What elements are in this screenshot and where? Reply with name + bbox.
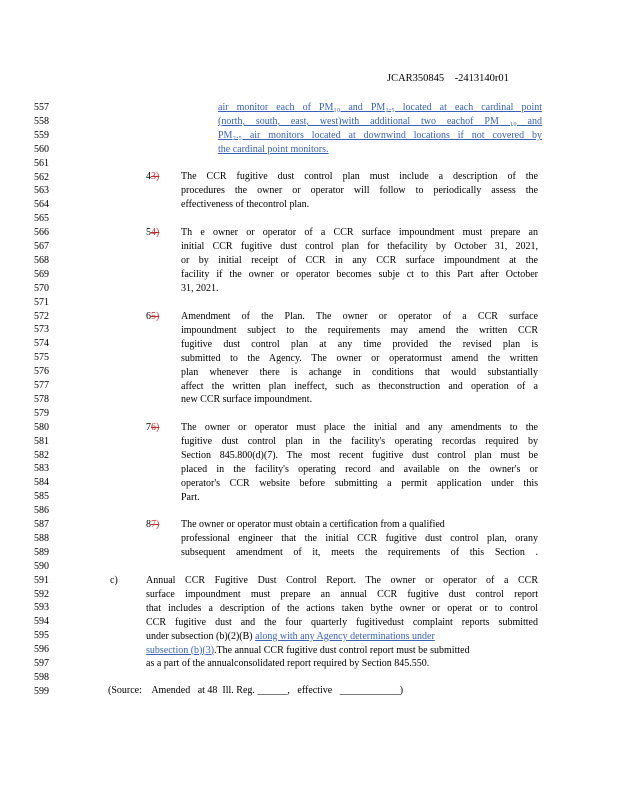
text-line: Annual CCR Fugitive Dust Control Report. The owner or operator of a CCR bbox=[146, 575, 538, 586]
text-line: The owner or operator must place the initial and any amendments to the bbox=[181, 422, 538, 433]
line-number: 585 bbox=[34, 491, 49, 503]
line-number: 562 bbox=[34, 171, 49, 183]
line-number: 572 bbox=[34, 310, 49, 322]
line-number: 564 bbox=[34, 199, 49, 211]
text-line: professional engineer that the initial CCR fugitive dust control plan, orany bbox=[181, 532, 538, 544]
text-line: fugitive dust control plan at any time provided the revised plan is bbox=[181, 338, 538, 350]
line-number: 593 bbox=[34, 602, 49, 614]
item-number: 54) bbox=[146, 227, 160, 238]
line-number: 596 bbox=[34, 644, 49, 656]
text-line: Section 845.800(d)(7). The most recent fugitive dust control plan must be bbox=[181, 449, 538, 461]
line-number: 561 bbox=[34, 157, 49, 169]
text-line: CCR fugitive dust and the four quarterly fugitivedust complaint reports submitted bbox=[146, 616, 538, 628]
jcar-code: JCAR350845 bbox=[387, 73, 445, 84]
text-line: that includes a description of the actions taken bythe owner or operat or to control bbox=[146, 602, 538, 614]
text-line: new CCR surface impoundment. bbox=[181, 394, 313, 406]
line-number: 589 bbox=[34, 546, 49, 558]
paragraph bbox=[146, 574, 538, 671]
line-number: 557 bbox=[34, 102, 49, 113]
line-number: 582 bbox=[34, 449, 49, 461]
text-line: procedures the owner or operator will follow to periodically assess the bbox=[181, 184, 538, 196]
text-line: Amendment of the Plan. The owner or operator of a CCR surface bbox=[181, 311, 538, 322]
text-line: Th e owner or operator of a CCR surface impoundment must prepare an bbox=[181, 227, 538, 238]
item-number: 65) bbox=[146, 311, 160, 322]
text-line: initial CCR fugitive dust control plan for thefacility by October 31, 2021, bbox=[181, 240, 538, 252]
paragraph bbox=[181, 310, 538, 407]
item-number: 43) bbox=[146, 171, 160, 182]
line-number: 588 bbox=[34, 532, 49, 544]
text-line: subsequent amendment of it, meets the requirements of this Section . bbox=[181, 546, 538, 558]
line-number: 566 bbox=[34, 227, 49, 239]
line-number: 591 bbox=[34, 574, 49, 586]
text-line: plan whenever there is achange in conditions that would substantially bbox=[181, 366, 538, 378]
line-number: 581 bbox=[34, 435, 49, 447]
line-number: 599 bbox=[34, 685, 49, 697]
line-number: 569 bbox=[34, 268, 49, 280]
line-number: 559 bbox=[34, 129, 49, 141]
text-line: fugitive dust control plan in the facility's operating recordas required by bbox=[181, 435, 538, 447]
paragraph bbox=[181, 170, 538, 212]
line-number: 579 bbox=[34, 407, 49, 419]
text-line: (north, south, east, west)with additional two eachof PM ₁₀ and bbox=[218, 115, 542, 127]
page-header bbox=[387, 73, 509, 84]
text-line: submitted to the Agency. The owner or operatormust amend the written bbox=[181, 352, 538, 364]
line-number: 578 bbox=[34, 393, 49, 405]
line-number: 577 bbox=[34, 380, 49, 391]
text-line: subsection (b)(3).The annual CCR fugitive dust control report must be submitted bbox=[146, 644, 470, 656]
text-line: facility if the owner or operator becomes subje ct to this Part after October bbox=[181, 268, 538, 280]
text-line: surface impoundment must prepare an annual CCR fugitive dust control report bbox=[146, 588, 538, 600]
paragraph bbox=[181, 226, 538, 296]
text-line: placed in the facility's operating record and available on the owner's or bbox=[181, 463, 538, 475]
item-number: 76) bbox=[146, 422, 160, 433]
text-line: affect the written plan ineffect, such as theconstruction and operation of a bbox=[181, 380, 538, 392]
line-number: 595 bbox=[34, 630, 49, 642]
line-number: 587 bbox=[34, 519, 49, 530]
line-number: 571 bbox=[34, 296, 49, 308]
text-line: operator's CCR website before submitting a permit application under this bbox=[181, 477, 538, 489]
inserted-text-block bbox=[218, 101, 542, 157]
line-number: 560 bbox=[34, 143, 49, 155]
text-line: the cardinal point monitors. bbox=[218, 143, 329, 155]
text-line: impoundment subject to the requirements may amend the written CCR bbox=[181, 324, 538, 336]
line-number: 567 bbox=[34, 241, 49, 252]
line-number: 576 bbox=[34, 366, 49, 378]
line-number: 574 bbox=[34, 338, 49, 350]
line-number: 597 bbox=[34, 658, 49, 669]
line-number: 594 bbox=[34, 616, 49, 628]
line-number: 573 bbox=[34, 324, 49, 336]
line-number: 580 bbox=[34, 421, 49, 433]
line-number: 583 bbox=[34, 463, 49, 475]
text-line: air monitor each of PM₁₀ and PM₂.₅ located at each cardinal point bbox=[218, 102, 542, 113]
line-number: 598 bbox=[34, 671, 49, 683]
item-number: 87) bbox=[146, 519, 160, 530]
revision-ref: -2413140r01 bbox=[454, 73, 509, 84]
text-line: or by initial receipt of CCR in any CCR surface impoundment at the bbox=[181, 254, 538, 266]
line-number: 568 bbox=[34, 254, 49, 266]
text-line: under subsection (b)(2)(B) along with any Agency determinations under bbox=[146, 630, 435, 642]
section-label: c) bbox=[110, 575, 118, 586]
paragraph bbox=[181, 421, 538, 504]
line-number: 584 bbox=[34, 477, 49, 489]
paragraph bbox=[181, 518, 538, 560]
line-number: 565 bbox=[34, 213, 49, 225]
source-note: (Source: Amended at 48 Ill. Reg. ______, effective ____________) bbox=[108, 685, 404, 696]
line-number: 570 bbox=[34, 282, 49, 294]
text-line: 31, 2021. bbox=[181, 282, 219, 294]
line-number: 586 bbox=[34, 505, 49, 517]
text-line: PM₂.₅ air monitors located at downwind locations if not covered by bbox=[218, 129, 542, 141]
line-number: 563 bbox=[34, 185, 49, 197]
line-number: 592 bbox=[34, 588, 49, 600]
line-number: 590 bbox=[34, 560, 49, 572]
text-line: The CCR fugitive dust control plan must include a description of the bbox=[181, 171, 538, 182]
text-line: as a part of the annualconsolidated report required by Section 845.550. bbox=[146, 658, 430, 670]
line-number: 558 bbox=[34, 115, 49, 127]
text-line: effectiveness of thecontrol plan. bbox=[181, 198, 310, 210]
line-number: 575 bbox=[34, 352, 49, 364]
text-line: The owner or operator must obtain a certification from a qualified bbox=[181, 519, 445, 530]
text-line: Part. bbox=[181, 491, 200, 503]
